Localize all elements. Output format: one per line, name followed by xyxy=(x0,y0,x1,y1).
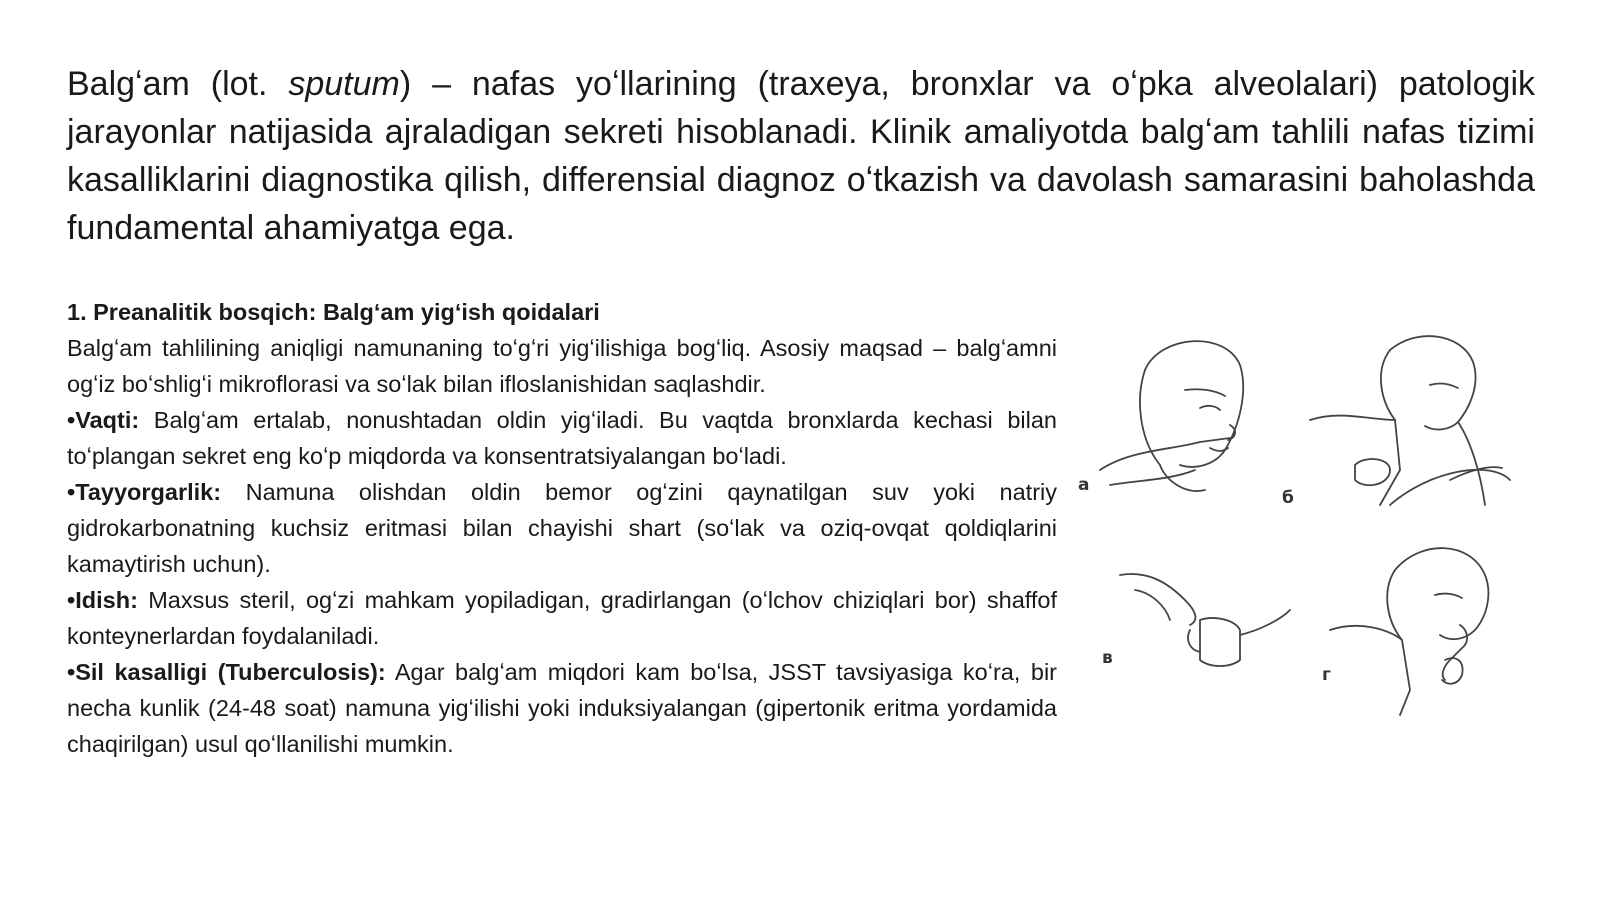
intro-latin-term: sputum xyxy=(288,65,400,103)
bullet-label: •Sil kasalligi (Tuberculosis): xyxy=(67,659,386,685)
sketch-spitting xyxy=(1310,336,1510,505)
sputum-collection-illustration xyxy=(1078,330,1560,740)
bullet-container xyxy=(67,582,1057,654)
bullet-tuberculosis xyxy=(67,654,1057,762)
bullet-label: •Tayyorgarlik: xyxy=(67,479,222,505)
bullet-text: Maxsus steril, ogʻzi mahkam yopiladigan, gradirlangan (oʻlchov chiziqlari bor) shaffof konteynerlardan foydalaniladi. xyxy=(67,587,1057,649)
bullet-preparation xyxy=(67,474,1057,582)
intro-definition: ) – nafas yoʻllarining (traxeya, bronxlar va oʻpka alveolalari) patologik jarayonlar natijasida ajraladigan sekreti hisoblanadi. Klinik amaliyotda balgʻam tahlili nafas tizimi kasalliklarini diagnostika qilish, differensial diagnoz oʻtkazish va davolash samarasini baholashda fundamental ahamiyatga ega. xyxy=(67,65,1535,247)
figure-label-a: а xyxy=(1078,475,1090,495)
intro-paragraph xyxy=(67,60,1535,252)
figure-label-g: г xyxy=(1322,665,1331,685)
bullet-text: Namuna olishdan oldin bemor ogʻzini qaynatilgan suv yoki natriy gidrokarbonatning kuchsiz eritmasi bilan chayishi shart (soʻlak va oziq-ovqat qoldiqlarini kamaytirish uchun). xyxy=(67,479,1057,577)
figure-label-v: в xyxy=(1102,648,1113,668)
bullet-time xyxy=(67,402,1057,474)
figure-label-b: б xyxy=(1282,488,1294,508)
bullet-label: •Idish: xyxy=(67,587,138,613)
collection-rules-section xyxy=(67,294,1057,762)
section-title: 1. Preanalitik bosqich: Balgʻam yigʻish qoidalari xyxy=(67,299,600,325)
bullet-label: •Vaqti: xyxy=(67,407,140,433)
sketch-collecting-sample xyxy=(1330,548,1488,715)
sketch-brushing-teeth xyxy=(1100,341,1243,491)
bullet-text: Balgʻam ertalab, nonushtadan oldin yigʻiladi. Bu vaqtda bronxlarda kechasi bilan toʻplangan sekret eng koʻp miqdorda va konsentratsiyalangan boʻladi. xyxy=(67,407,1057,469)
section-lead: Balgʻam tahlilining aniqligi namunaning toʻgʻri yigʻilishiga bogʻliq. Asosiy maqsad – balgʻamni ogʻiz boʻshligʻi mikroflorasi va soʻlak bilan ifloslanishidan saqlashdir. xyxy=(67,335,1057,397)
bullet-text: Agar balgʻam miqdori kam boʻlsa, JSST tavsiyasiga koʻra, bir necha kunlik (24-48 soat) namuna yigʻilishi yoki induksiyalangan (gipertonik eritma yordamida chaqirilgan) usul qoʻllanilishi mumkin. xyxy=(67,659,1057,757)
intro-term: Balgʻam (lot. xyxy=(67,65,289,103)
sketch-hands-with-jar xyxy=(1120,574,1290,666)
